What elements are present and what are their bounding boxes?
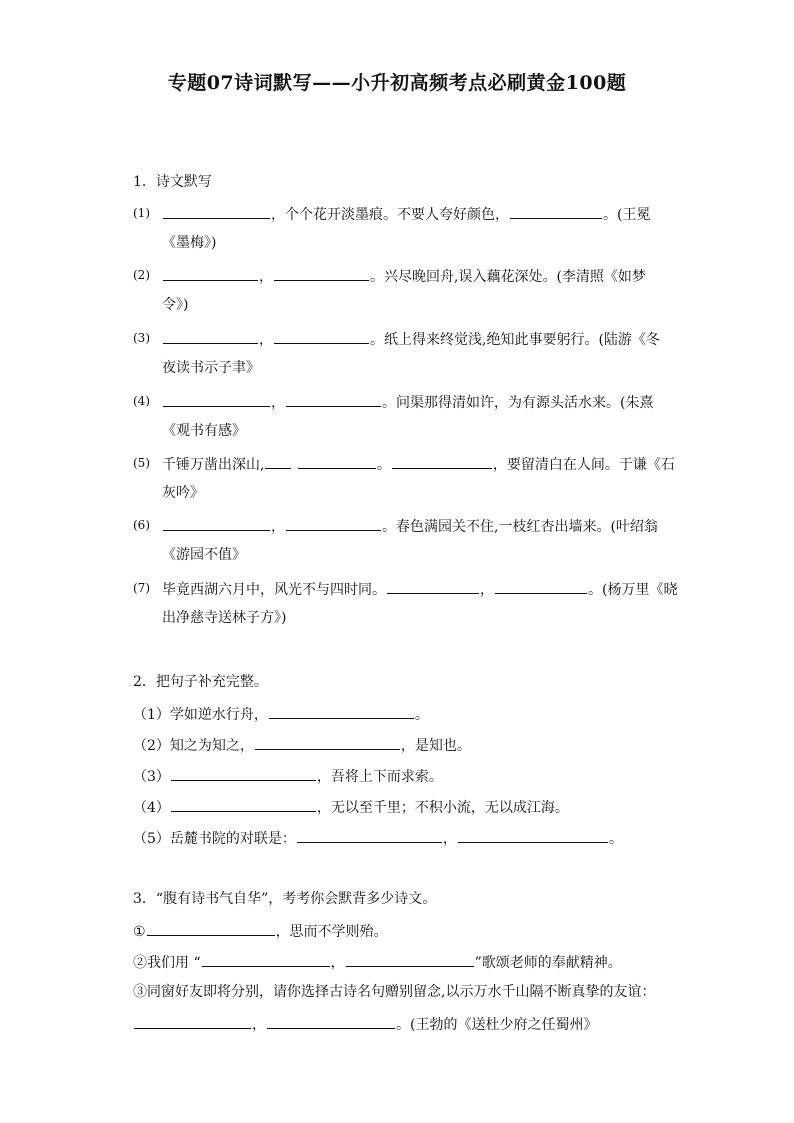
- q1-item-6-text-b: 。春色满园关不住,一枝红杏出墙来。(叶绍翁: [382, 519, 658, 535]
- q1-item-2-text-b: 。兴尽晚回舟,误入藕花深处。(李清照《如梦: [370, 269, 646, 285]
- answer-blank[interactable]: [171, 795, 316, 812]
- q3-line-4-text-mid: ，: [252, 1017, 266, 1033]
- answer-blank[interactable]: [202, 950, 330, 967]
- q2-item-3-text-post: ，吾将上下而求索。: [316, 769, 443, 785]
- q3-line-1: [133, 919, 388, 943]
- q1-item-6-number: (6): [133, 518, 150, 532]
- q1-item-1-number: (1): [133, 206, 150, 220]
- q1-item-5-text-a: 。: [376, 457, 391, 473]
- answer-blank[interactable]: [265, 452, 291, 469]
- q3-line-2-text-mid: ，: [330, 955, 345, 971]
- q2-item-4-text-post: ，无以至千里；不积小流，无以成江海。: [316, 800, 569, 816]
- q1-item-1-text-b: 。(王冕: [603, 207, 651, 223]
- q3-line-2-text-pre: ②我们用 “: [133, 955, 201, 971]
- answer-blank[interactable]: [392, 452, 492, 469]
- q1-item-2: [162, 264, 646, 288]
- answer-blank[interactable]: [163, 327, 258, 344]
- q1-item-5-text-pre: 千锤万凿出深山,: [162, 457, 265, 473]
- q2-item-1: [133, 702, 429, 726]
- q3-line-3: ③同窗好友即将分别，请你选择古诗名句赠别留念,以示万水千山隔不断真挚的友谊：: [133, 984, 656, 1000]
- q2-item-4-text-pre: （4）: [133, 800, 170, 816]
- answer-blank[interactable]: [163, 264, 258, 281]
- q2-item-3: [133, 764, 443, 788]
- q2-item-1-text-post: 。: [414, 707, 429, 723]
- q1-item-5-continuation: 灰吟》: [162, 485, 204, 501]
- q1-item-1-text-a: ，个个花开淡墨痕。不要人夸好颜色，: [271, 207, 509, 223]
- q1-item-2-text-a: ，: [259, 269, 273, 285]
- answer-blank[interactable]: [510, 202, 602, 219]
- answer-blank[interactable]: [286, 514, 381, 531]
- q1-item-7-text-pre: 毕竟西湖六月中，风光不与四时同。: [162, 582, 386, 598]
- answer-blank[interactable]: [267, 1012, 395, 1029]
- q1-item-4-number: (4): [133, 394, 150, 408]
- q2-item-5-text-pre: （5）岳麓书院的对联是：: [133, 831, 296, 847]
- answer-blank[interactable]: [458, 826, 608, 843]
- q2-item-1-text-pre: （1）学如逆水行舟，: [133, 707, 268, 723]
- answer-blank[interactable]: [274, 327, 369, 344]
- q1-item-3-number: (3): [133, 331, 150, 345]
- document-title: 专题07诗词默写——小升初高频考点必刷黄金100题: [167, 72, 627, 94]
- q1-item-5: [162, 452, 675, 476]
- answer-blank[interactable]: [297, 826, 442, 843]
- question-3-heading: 3．“腹有诗书气自华”，考考你会默背多少诗文。: [133, 891, 437, 907]
- q3-line-4: [133, 1012, 597, 1036]
- q2-item-5-text-mid: ，: [442, 831, 457, 847]
- q1-item-3-text-a: ，: [259, 332, 273, 348]
- answer-blank[interactable]: [346, 950, 474, 967]
- q1-item-5-text-b: ，要留清白在人间。于谦《石: [492, 457, 675, 473]
- q1-item-7: [162, 577, 677, 601]
- q2-item-2-text-pre: （2）知之为知之，: [133, 738, 254, 754]
- answer-blank[interactable]: [286, 390, 381, 407]
- answer-blank[interactable]: [387, 577, 479, 594]
- q3-line-1-text: ，思而不学则殆。: [275, 924, 388, 940]
- q1-item-6: [162, 514, 658, 538]
- q1-item-4: [162, 390, 653, 414]
- answer-blank[interactable]: [147, 919, 275, 936]
- q1-item-6-text-a: ，: [271, 519, 285, 535]
- q1-item-4-text-a: ，: [271, 395, 285, 411]
- answer-blank[interactable]: [274, 264, 369, 281]
- q1-item-3-continuation: 夜读书示子聿》: [162, 360, 260, 376]
- q1-item-3: [162, 327, 660, 351]
- q1-item-3-text-b: 。纸上得来终觉浅,绝知此事要躬行。(陆游《冬: [370, 332, 660, 348]
- answer-blank[interactable]: [163, 514, 270, 531]
- q2-item-2-text-post: ，是知也。: [400, 738, 471, 754]
- answer-blank[interactable]: [495, 577, 587, 594]
- q1-item-7-text-b: 。(杨万里《晓: [588, 582, 678, 598]
- q2-item-5-text-post: 。: [608, 831, 623, 847]
- answer-blank[interactable]: [134, 1012, 251, 1029]
- q1-item-7-number: (7): [133, 581, 150, 595]
- q1-item-4-text-b: 。问渠那得清如许，为有源头活水来。(朱熹: [382, 395, 654, 411]
- q3-line-4-text-post: 。(王勃的《送杜少府之任蜀州》: [396, 1017, 598, 1033]
- answer-blank[interactable]: [171, 764, 316, 781]
- q1-item-1: [162, 202, 650, 226]
- q3-line-2-text-post: ”歌颂老师的奉献精神。: [474, 955, 622, 971]
- q1-item-4-continuation: 《观书有感》: [162, 423, 246, 439]
- q1-item-1-continuation: 《墨梅》): [162, 235, 217, 251]
- q1-item-7-text-a: ，: [480, 582, 494, 598]
- answer-blank[interactable]: [255, 733, 400, 750]
- q1-item-7-continuation: 出净慈寺送林子方》): [162, 610, 287, 626]
- q2-item-4: [133, 795, 569, 819]
- q1-item-5-number: (5): [133, 456, 150, 470]
- answer-blank[interactable]: [269, 702, 414, 719]
- answer-blank[interactable]: [163, 390, 270, 407]
- answer-blank[interactable]: [298, 452, 376, 469]
- q3-line-1-marker: ①: [133, 924, 146, 940]
- answer-blank[interactable]: [163, 202, 270, 219]
- q1-item-2-number: (2): [133, 268, 150, 282]
- q2-item-5: [133, 826, 623, 850]
- question-2-heading: 2．把句子补充完整。: [133, 674, 268, 690]
- q3-line-2: [133, 950, 622, 974]
- q1-item-2-continuation: 令》): [162, 297, 189, 313]
- q1-item-6-continuation: 《游园不值》: [162, 547, 246, 563]
- q2-item-3-text-pre: （3）: [133, 769, 170, 785]
- q2-item-2: [133, 733, 471, 757]
- question-1-heading: 1．诗文默写: [133, 174, 212, 190]
